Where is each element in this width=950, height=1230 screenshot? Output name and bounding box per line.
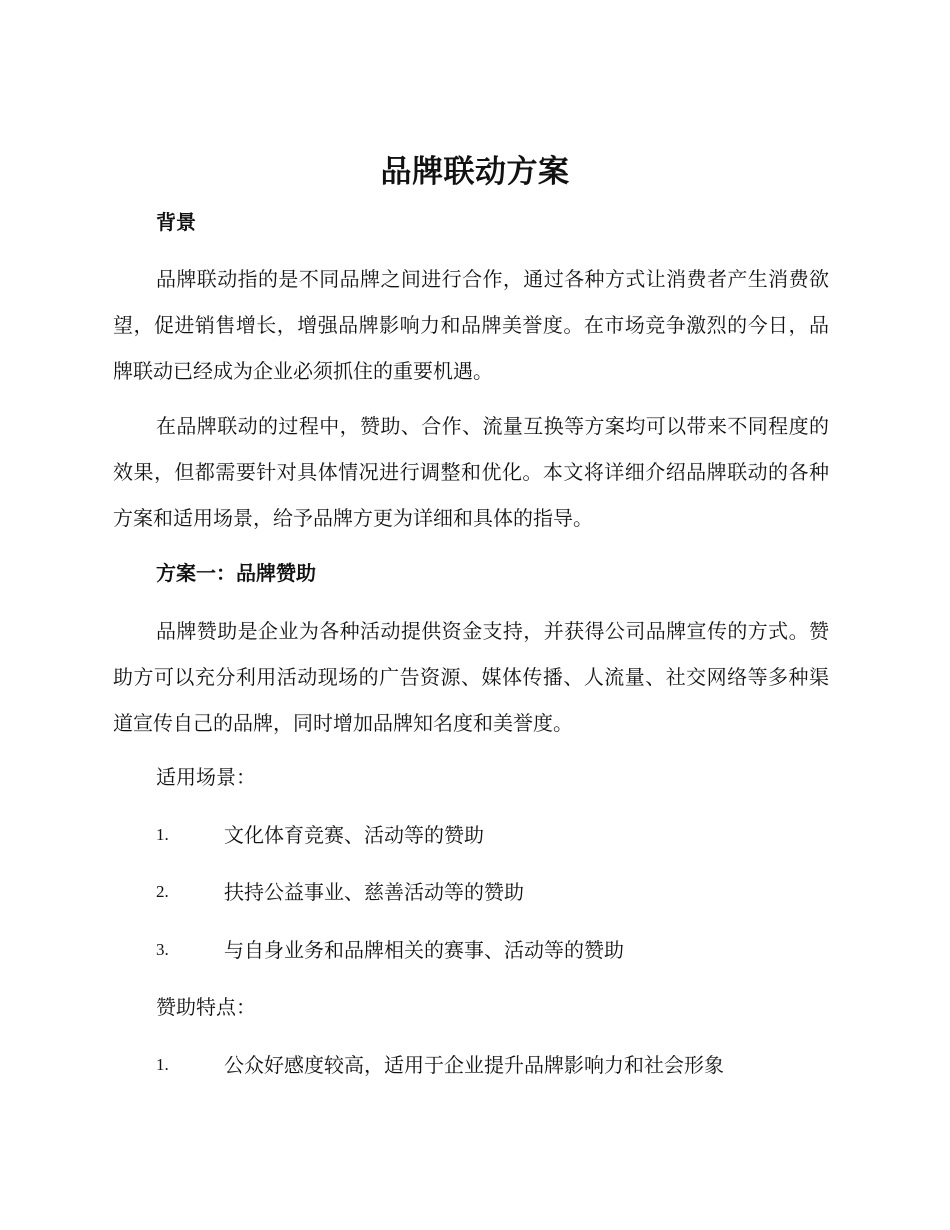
list-text: 扶持公益事业、慈善活动等的赞助 (224, 880, 524, 904)
list-number: 1. (156, 1055, 169, 1074)
background-paragraph-2: 在品牌联动的过程中，赞助、合作、流量互换等方案均可以带来不同程度的效果，但都需要针对具体情况进行调整和优化。本文将详细介绍品牌联动的各种方案和适用场景，给予品牌方更为详细和具体的指导。 (113, 414, 829, 530)
list-item (113, 1042, 829, 1088)
list-item (113, 812, 829, 858)
list-item (113, 869, 829, 915)
list-number: 2. (156, 882, 169, 901)
plan1-paragraph: 品牌赞助是企业为各种活动提供资金支持，并获得公司品牌宣传的方式。赞助方可以充分利用活动现场的广告资源、媒体传播、人流量、社交网络等多种渠道宣传自己的品牌，同时增加品牌知名度和美誉度。 (113, 619, 829, 735)
list-number: 1. (156, 825, 169, 844)
background-paragraph-1: 品牌联动指的是不同品牌之间进行合作，通过各种方式让消费者产生消费欲望，促进销售增长，增强品牌影响力和品牌美誉度。在市场竞争激烈的今日，品牌联动已经成为企业必须抓住的重要机遇。 (113, 267, 829, 383)
features-label: 赞助特点： (156, 995, 256, 1019)
section-heading-background: 背景 (156, 210, 196, 234)
scenarios-label: 适用场景： (156, 765, 256, 789)
list-number: 3. (156, 940, 169, 959)
section-heading-plan1: 方案一：品牌赞助 (156, 561, 316, 585)
list-text: 与自身业务和品牌相关的赛事、活动等的赞助 (224, 938, 624, 962)
list-item (113, 927, 829, 973)
list-text: 文化体育竞赛、活动等的赞助 (224, 823, 484, 847)
document-title: 品牌联动方案 (380, 154, 570, 190)
list-text: 公众好感度较高，适用于企业提升品牌影响力和社会形象 (224, 1053, 724, 1077)
